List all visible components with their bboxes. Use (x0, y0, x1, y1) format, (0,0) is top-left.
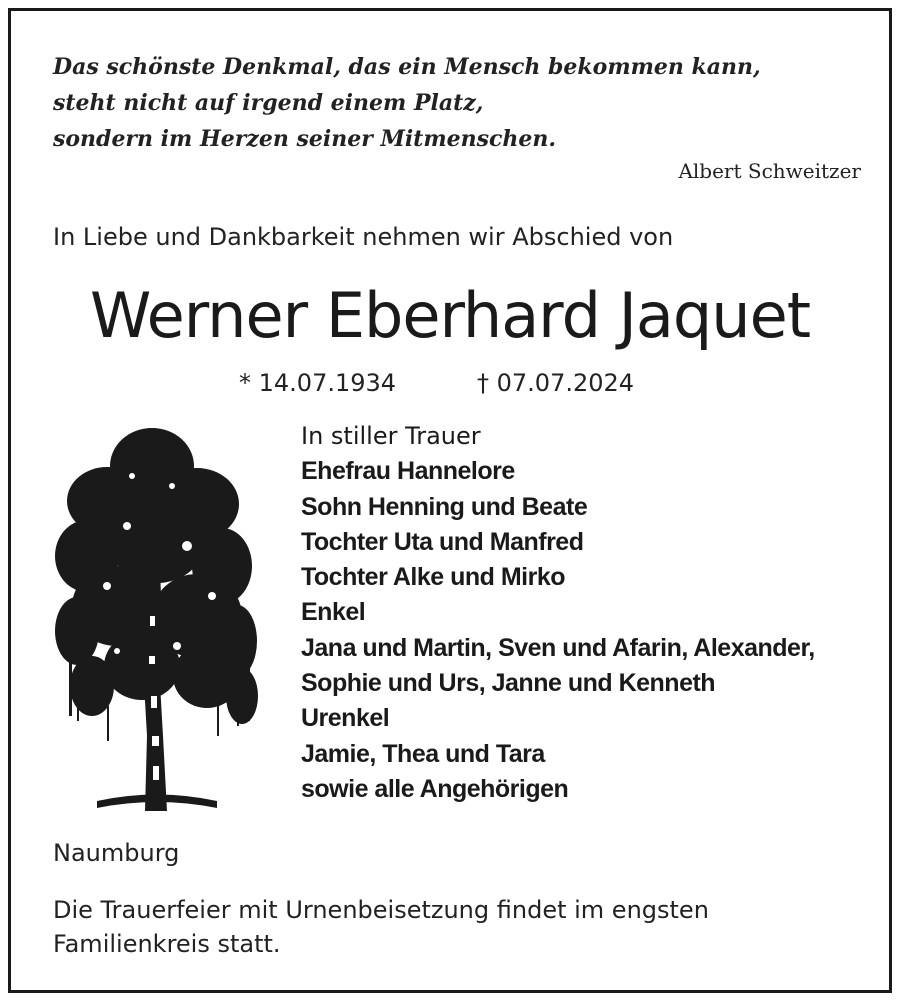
list-item: Sohn Henning und Beate (301, 492, 588, 521)
birth-date: * 14.07.1934 (239, 369, 397, 397)
death-date: † 07.07.2024 (477, 369, 635, 397)
quote-line: sondern im Herzen seiner Mitmenschen. (53, 126, 557, 152)
birch-tree-icon (47, 416, 262, 811)
mourners-list (301, 419, 815, 807)
mourners-heading: In stiller Trauer (301, 422, 481, 450)
list-item: Tochter Alke und Mirko (301, 563, 566, 592)
place-name: Naumburg (53, 839, 180, 867)
memorial-quote (53, 49, 761, 157)
quote-line: Das schönste Denkmal, das ein Mensch bekommen kann, (53, 54, 761, 80)
list-item: Ehefrau Hannelore (301, 457, 515, 486)
farewell-intro: In Liebe und Dankbarkeit nehmen wir Abschied von (53, 223, 674, 251)
list-item: Jamie, Thea und Tara (301, 739, 545, 768)
service-line: Familienkreis statt. (53, 930, 281, 958)
list-item: Sophie und Urs, Janne und Kenneth (301, 669, 716, 698)
deceased-name: Werner Eberhard Jaquet (89, 279, 811, 352)
quote-line: steht nicht auf irgend einem Platz, (53, 90, 484, 116)
list-item: Urenkel (301, 704, 390, 733)
list-item: Enkel (301, 598, 366, 627)
list-item: Jana und Martin, Sven und Afarin, Alexander, (301, 633, 815, 662)
service-line: Die Trauerfeier mit Urnenbeisetzung findet im engsten (53, 896, 709, 924)
obituary-notice (8, 8, 892, 993)
quote-author: Albert Schweitzer (678, 159, 861, 183)
list-item: Tochter Uta und Manfred (301, 527, 584, 556)
funeral-service-note (53, 893, 709, 961)
list-item: sowie alle Angehörigen (301, 774, 569, 803)
